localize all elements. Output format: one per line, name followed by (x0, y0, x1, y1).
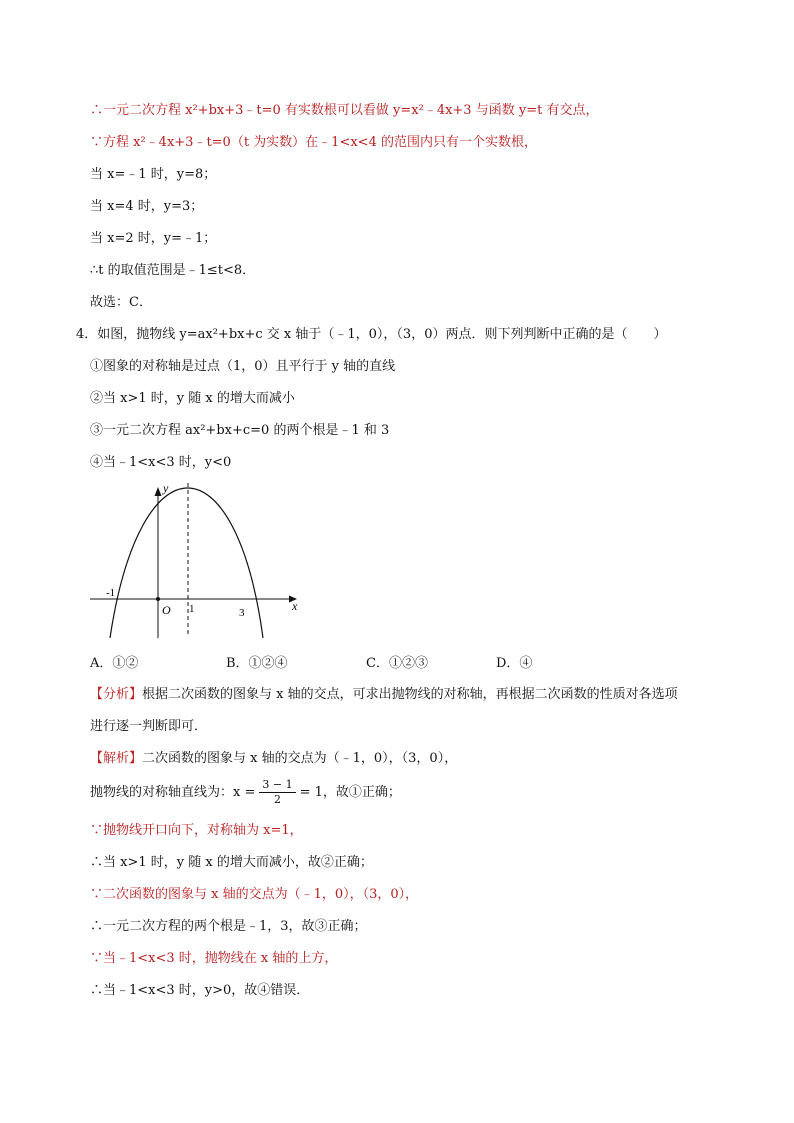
origin-point (156, 597, 160, 601)
prev-solution-line-1: ∴一元二次方程 x²+bx+3﹣t=0 有实数根可以看做 y=x²﹣4x+3 与函数 y=t 有交点， (90, 103, 599, 118)
analysis-line-2: 进行逐一判断即可． (90, 719, 208, 734)
solution-line-6: ∴一元二次方程的两个根是﹣1，3，故③正确； (90, 919, 367, 934)
statement-3: ③一元二次方程 ax²+bx+c=0 的两个根是﹣1 和 3 (90, 423, 390, 438)
analysis-line-1 (90, 686, 678, 704)
prev-solution-line-6: ∴t 的取值范围是﹣1≤t<8． (90, 263, 256, 278)
choice-b[interactable]: B．①②④ (226, 656, 288, 671)
analysis-text-1: 根据二次函数的图象与 x 轴的交点，可求出抛物线的对称轴，再根据二次函数的性质对各选项 (142, 687, 678, 702)
solution-line-1 (90, 750, 457, 768)
prev-solution-line-4: 当 x=4 时，y=3； (90, 199, 204, 214)
prev-solution-line-2: ∵方程 x²﹣4x+3﹣t=0（t 为实数）在﹣1<x<4 的范围内只有一个实数根， (90, 135, 537, 150)
solution-line-8: ∴当﹣1<x<3 时，y>0，故④错误． (90, 983, 310, 998)
fraction-numerator: 3 − 1 (259, 778, 295, 793)
axis-suffix: = 1，故①正确； (299, 785, 401, 800)
choice-a[interactable]: A．①② (90, 656, 139, 671)
solution-text-1: 二次函数的图象与 x 轴的交点为（﹣1，0），（3，0）， (142, 751, 458, 766)
analysis-tag: 【分析】 (90, 687, 143, 702)
prev-solution-line-5: 当 x=2 时，y=﹣1； (90, 231, 217, 246)
y-axis-arrow (155, 487, 162, 496)
axis-label-1: 1 (189, 603, 195, 615)
solution-line-3: ∵抛物线开口向下，对称轴为 x=1， (90, 823, 303, 838)
choice-d[interactable]: D．④ (496, 656, 533, 671)
axis-fraction (259, 778, 295, 807)
root-label-3: 3 (239, 607, 245, 619)
y-axis-label: y (163, 481, 169, 495)
origin-label: O (162, 603, 171, 617)
axis-prefix: 抛物线的对称轴直线为：x = (90, 785, 256, 800)
solution-line-5: ∵二次函数的图象与 x 轴的交点为（﹣1，0），（3，0）， (90, 887, 419, 902)
solution-axis-line (90, 778, 401, 808)
parabola-figure (85, 478, 310, 643)
x-axis-label: x (292, 599, 298, 613)
solution-tag: 【解析】 (90, 751, 143, 766)
question-stem: 4．如图，抛物线 y=ax²+bx+c 交 x 轴于（﹣1，0），（3，0）两点．则下列判断中正确的是（ ） (76, 327, 667, 342)
prev-solution-line-3: 当 x=﹣1 时，y=8； (90, 167, 217, 182)
statement-1: ①图象的对称轴是过点（1，0）且平行于 y 轴的直线 (90, 359, 396, 374)
statement-2: ②当 x>1 时，y 随 x 的增大而减小 (90, 391, 295, 406)
solution-line-4: ∴当 x>1 时，y 随 x 的增大而减小，故②正确； (90, 855, 373, 870)
statement-4: ④当﹣1<x<3 时，y<0 (90, 455, 232, 470)
prev-solution-answer: 故选：C． (90, 295, 152, 310)
solution-line-7: ∵当﹣1<x<3 时，抛物线在 x 轴的上方， (90, 951, 338, 966)
fraction-denominator: 2 (273, 793, 281, 806)
choice-c[interactable]: C．①②③ (366, 656, 428, 671)
answer-choices (90, 652, 610, 672)
root-label-neg1: -1 (106, 587, 116, 599)
